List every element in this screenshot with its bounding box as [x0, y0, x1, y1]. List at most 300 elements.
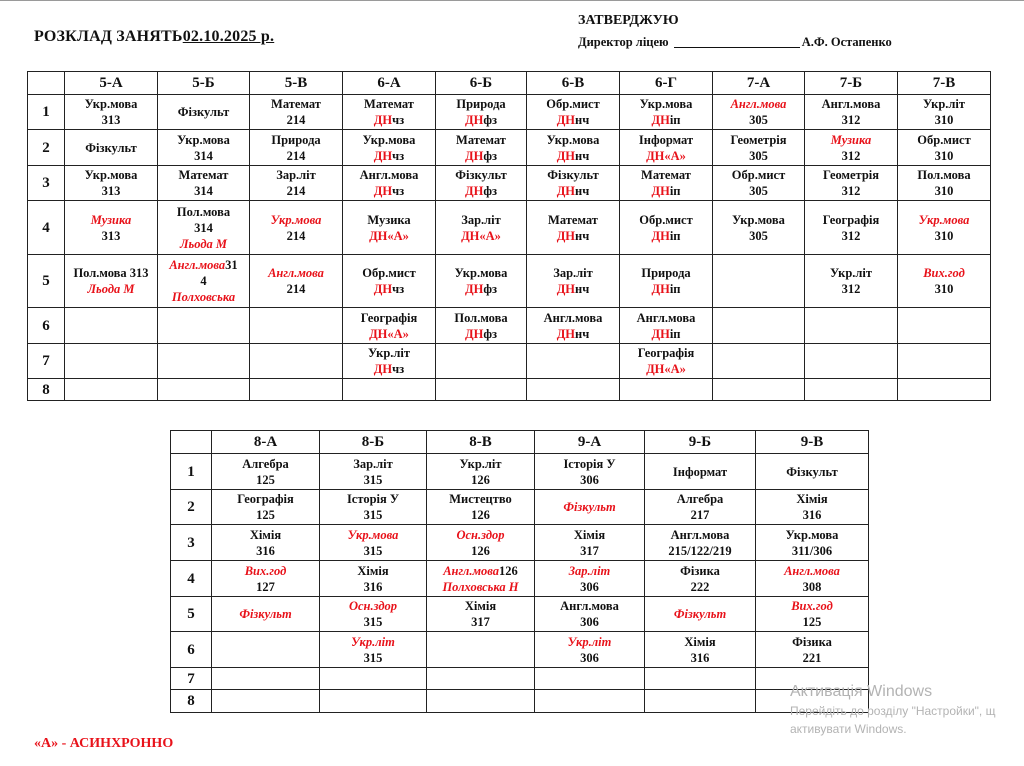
lesson-detail: 125: [256, 472, 275, 487]
lesson-text: іп: [669, 228, 681, 243]
lesson-cell: [620, 308, 713, 344]
lesson-detail: 314: [194, 220, 213, 235]
lesson-cell: [756, 454, 869, 490]
lesson-cell: [620, 201, 713, 255]
lesson-text: чз: [392, 148, 405, 163]
lesson-cell: [158, 344, 250, 379]
class-header: 7-Б: [805, 72, 898, 95]
lesson-mark: ДН: [651, 184, 670, 198]
lesson-cell: [436, 308, 527, 344]
lesson-detail: 125: [256, 508, 275, 522]
period-number: 2: [28, 130, 65, 166]
subject-name: Фізкульт: [177, 105, 230, 119]
class-header: 9-А: [535, 431, 645, 454]
title-date: 02.10.2025 р.: [182, 28, 275, 45]
lesson-detail: 214: [286, 113, 306, 127]
lesson-cell: [158, 255, 250, 308]
lesson-cell: [320, 668, 427, 690]
lesson-mark: Англ.мова: [443, 563, 500, 578]
subject-name: Географія: [237, 492, 294, 506]
lesson-detail: 214: [286, 184, 306, 198]
lesson-cell: [343, 379, 436, 401]
subject-name: Обр.мист: [917, 132, 971, 147]
lesson-cell: [158, 308, 250, 344]
legend-note: «А» - АСИНХРОННО: [34, 736, 174, 751]
lesson-cell: [535, 690, 645, 713]
lesson-cell: [427, 690, 535, 713]
lesson-mark: ДН: [556, 148, 576, 163]
period-number: 1: [171, 454, 212, 490]
lesson-cell: [535, 561, 645, 597]
subject-name: Фізкульт: [786, 464, 838, 479]
lesson-cell: [756, 632, 869, 668]
lesson-cell: [436, 344, 527, 379]
class-header: 8-А: [212, 431, 320, 454]
lesson-cell: [212, 561, 320, 597]
subject-name: Укр.літ: [459, 456, 502, 471]
windows-activation-watermark: [790, 682, 995, 738]
lesson-detail: 125: [802, 615, 822, 629]
subject-name: Фізкульт: [563, 500, 616, 514]
lesson-cell: [535, 668, 645, 690]
lesson-detail: 305: [749, 148, 768, 163]
subject-name: Фізкульт: [455, 168, 507, 182]
lesson-cell: [527, 344, 620, 379]
lesson-mark: ДН: [556, 282, 576, 296]
lesson-line: [427, 563, 534, 579]
lesson-cell: [645, 668, 756, 690]
class-header: 7-В: [898, 72, 991, 95]
lesson-text: іп: [669, 282, 681, 296]
period-number: 7: [171, 668, 212, 690]
lesson-cell: [645, 561, 756, 597]
class-header: 7-А: [713, 72, 805, 95]
lesson-detail: 312: [841, 282, 861, 296]
lesson-cell: [713, 379, 805, 401]
period-number: 3: [171, 525, 212, 561]
lesson-detail: 315: [363, 615, 383, 629]
lesson-cell: [805, 130, 898, 166]
lesson-mark: ДН: [373, 362, 393, 376]
lesson-detail: 4: [200, 274, 207, 288]
lesson-cell: [620, 344, 713, 379]
lesson-cell: [713, 255, 805, 308]
lesson-mark: ДН: [556, 113, 576, 127]
lesson-text: фз: [483, 148, 497, 163]
lesson-cell: [343, 308, 436, 344]
lesson-text: нч: [575, 282, 590, 296]
subject-name: Геометрія: [822, 168, 880, 182]
subject-name: Хімія: [684, 634, 716, 649]
subject-name: Історія У: [346, 492, 400, 506]
lesson-mark: ДН: [373, 282, 393, 296]
lesson-cell: [320, 525, 427, 561]
lesson-cell: [620, 130, 713, 166]
lesson-cell: [158, 95, 250, 130]
subject-name: Фізика: [680, 563, 720, 578]
lesson-cell: [713, 201, 805, 255]
period-row: [171, 668, 869, 690]
approval-title: ЗАТВЕРДЖУЮ: [578, 13, 679, 28]
subject-name: Інформат: [638, 132, 694, 147]
lesson-cell: [645, 490, 756, 525]
subject-name: Хімія: [796, 492, 828, 506]
lesson-cell: [320, 597, 427, 632]
lesson-detail: 314: [194, 184, 213, 198]
lesson-text: 31: [225, 258, 238, 272]
period-number: 2: [171, 490, 212, 525]
lesson-line: [343, 148, 435, 164]
lesson-cell: [250, 255, 343, 308]
subject-name: Укр.мова: [639, 97, 693, 111]
lesson-cell: [65, 344, 158, 379]
subject-name: Обр.мист: [362, 266, 416, 280]
lesson-cell: [212, 525, 320, 561]
lesson-detail: 215/122/219: [668, 543, 732, 558]
lesson-cell: [805, 255, 898, 308]
subject-name: Хімія: [464, 599, 497, 613]
subject-name: Укр.мова: [347, 527, 399, 542]
class-header: 9-Б: [645, 431, 756, 454]
subject-name: Фізкульт: [547, 168, 599, 182]
lesson-cell: [427, 632, 535, 668]
lesson-detail: 126: [471, 508, 490, 522]
period-number: 5: [171, 597, 212, 632]
lesson-detail: 127: [256, 579, 275, 594]
lesson-detail: Полховська Н: [442, 579, 519, 594]
lesson-cell: [212, 597, 320, 632]
subject-name: Англ.мова: [543, 310, 603, 325]
period-row: [171, 690, 869, 713]
lesson-text: нч: [575, 184, 590, 198]
lesson-detail: 316: [802, 508, 822, 522]
subject-name: Англ.мова: [636, 310, 696, 325]
lesson-detail: 312: [841, 148, 861, 163]
subject-name: Зар.літ: [461, 212, 501, 227]
lesson-cell: [527, 201, 620, 255]
lesson-cell: [250, 130, 343, 166]
lesson-cell: [535, 454, 645, 490]
lesson-cell: [645, 597, 756, 632]
lesson-detail: Полховська: [171, 290, 236, 304]
lesson-detail: ДН«А»: [369, 326, 409, 341]
lesson-mark: ДН: [465, 148, 484, 163]
lesson-detail: 313: [101, 113, 121, 127]
lesson-cell: [65, 95, 158, 130]
lesson-detail: 306: [580, 615, 599, 629]
lesson-cell: [320, 454, 427, 490]
lesson-line: [436, 326, 526, 342]
subject-name: Англ.мова: [560, 599, 619, 613]
lesson-cell: [535, 525, 645, 561]
subject-name: Математ: [271, 97, 321, 111]
lesson-cell: [436, 379, 527, 401]
lesson-cell: [645, 690, 756, 713]
lesson-detail: 315: [363, 508, 383, 522]
lesson-cell: [343, 344, 436, 379]
lesson-detail: 310: [934, 228, 954, 243]
subject-name: Англ.мова: [670, 527, 730, 542]
lesson-line: [436, 281, 526, 297]
subject-name: Алгебра: [242, 456, 289, 471]
lesson-cell: [898, 255, 991, 308]
period-row: [171, 525, 869, 561]
subject-name: Укр.літ: [829, 266, 873, 280]
period-row: [28, 344, 991, 379]
lesson-cell: [212, 454, 320, 490]
subject-name: Вих.год: [244, 563, 287, 578]
lesson-cell: [756, 525, 869, 561]
subject-name: Укр.мова: [454, 266, 508, 280]
lesson-detail: 308: [802, 579, 822, 594]
subject-name: Пол.мова 313: [73, 266, 149, 280]
lesson-mark: ДН: [556, 228, 576, 243]
subject-name: Обр.мист: [731, 168, 786, 182]
subject-name: Укр.мова: [270, 212, 322, 227]
class-header: 5-А: [65, 72, 158, 95]
subject-name: Природа: [271, 132, 321, 147]
lesson-cell: [212, 668, 320, 690]
period-row: [28, 95, 991, 130]
lesson-cell: [250, 166, 343, 201]
lesson-detail: 314: [194, 148, 213, 163]
lesson-detail: 315: [363, 650, 383, 665]
lesson-cell: [320, 632, 427, 668]
lesson-cell: [158, 166, 250, 201]
lesson-cell: [645, 632, 756, 668]
lesson-detail: 221: [802, 650, 822, 665]
subject-name: Укр.мова: [84, 97, 138, 111]
class-header: 8-Б: [320, 431, 427, 454]
subject-name: Укр.літ: [922, 97, 966, 111]
subject-name: Музика: [367, 212, 411, 227]
period-row: [171, 632, 869, 668]
period-number: 5: [28, 255, 65, 308]
lesson-line: [527, 148, 619, 164]
lesson-cell: [527, 308, 620, 344]
lesson-cell: [65, 201, 158, 255]
subject-name: Природа: [456, 97, 506, 111]
subject-name: Укр.літ: [567, 634, 612, 649]
subject-name: Історія У: [563, 456, 616, 471]
lesson-detail: ДН«А»: [461, 228, 501, 243]
lesson-mark: ДН: [465, 184, 484, 198]
subject-name: Зар.літ: [568, 563, 611, 578]
subject-name: Мистецтво: [449, 492, 512, 506]
lesson-detail: 316: [256, 543, 275, 558]
lesson-cell: [527, 95, 620, 130]
subject-name: Географія: [822, 212, 880, 227]
subject-name: Укр.мова: [84, 168, 138, 182]
lesson-cell: [343, 255, 436, 308]
lesson-text: фз: [483, 184, 497, 198]
subject-name: Музика: [90, 212, 132, 227]
lesson-cell: [158, 130, 250, 166]
lesson-cell: [343, 201, 436, 255]
lesson-detail: 317: [580, 543, 599, 558]
lesson-cell: [436, 95, 527, 130]
subject-name: Укр.літ: [367, 346, 411, 360]
lesson-detail: 126: [471, 543, 490, 558]
subject-name: Пол.мова: [176, 204, 231, 219]
lesson-cell: [436, 255, 527, 308]
lesson-cell: [527, 166, 620, 201]
lesson-text: нч: [575, 148, 590, 163]
period-number: 7: [28, 344, 65, 379]
lesson-detail: ДН«А»: [646, 362, 686, 376]
lesson-detail: 305: [749, 113, 768, 127]
lesson-cell: [805, 344, 898, 379]
period-row: [28, 166, 991, 201]
lesson-cell: [158, 379, 250, 401]
lesson-cell: [620, 379, 713, 401]
lesson-cell: [756, 597, 869, 632]
lesson-cell: [898, 130, 991, 166]
lesson-cell: [427, 490, 535, 525]
subject-name: Алгебра: [676, 492, 724, 506]
lesson-detail: 306: [580, 650, 599, 665]
period-row: [171, 561, 869, 597]
lesson-detail: 214: [286, 148, 306, 163]
lesson-detail: 315: [363, 543, 383, 558]
lesson-cell: [898, 201, 991, 255]
class-header: 6-Б: [436, 72, 527, 95]
lesson-cell: [805, 95, 898, 130]
lesson-detail: 126: [471, 472, 490, 487]
lesson-cell: [898, 166, 991, 201]
lesson-detail: 306: [580, 472, 599, 487]
period-row: [28, 255, 991, 308]
lesson-line: [343, 183, 435, 199]
lesson-detail: 222: [690, 579, 710, 594]
watermark-title: Активація Windows: [790, 683, 933, 700]
subject-name: Укр.мова: [546, 132, 600, 147]
lesson-text: нч: [575, 326, 590, 341]
subject-name: Укр.мова: [732, 212, 785, 227]
lesson-cell: [427, 525, 535, 561]
lesson-cell: [756, 490, 869, 525]
lesson-detail: 214: [286, 228, 306, 243]
lesson-line: [527, 326, 619, 342]
lesson-line: [158, 257, 249, 273]
lesson-mark: ДН: [465, 113, 484, 127]
period-row: [171, 597, 869, 632]
lesson-line: [436, 112, 526, 128]
subject-name: Англ.мова: [821, 97, 881, 111]
lesson-text: іп: [669, 184, 681, 198]
lesson-mark: ДН: [465, 326, 484, 341]
subject-name: Географія: [637, 346, 695, 360]
lesson-detail: Льода М: [179, 236, 228, 251]
lesson-line: [620, 281, 712, 297]
lesson-cell: [527, 255, 620, 308]
lesson-cell: [805, 201, 898, 255]
watermark-line: активувати Windows.: [790, 722, 907, 736]
subject-name: Хімія: [573, 527, 606, 542]
lesson-cell: [527, 130, 620, 166]
lesson-cell: [343, 166, 436, 201]
lesson-mark: ДН: [556, 326, 576, 341]
lesson-cell: [898, 344, 991, 379]
subject-name: Фізкульт: [85, 140, 137, 155]
lesson-detail: 313: [101, 228, 121, 243]
subject-name: Зар.літ: [353, 456, 393, 471]
lesson-mark: ДН: [651, 282, 670, 296]
class-header: 6-Г: [620, 72, 713, 95]
subject-name: Математ: [456, 132, 506, 147]
lesson-cell: [65, 166, 158, 201]
lesson-line: [436, 148, 526, 164]
title-text: РОЗКЛАД ЗАНЯТЬ: [34, 28, 183, 45]
lesson-mark: ДН: [651, 113, 670, 127]
approval-signature-line: [578, 35, 892, 50]
lesson-text: чз: [392, 282, 405, 296]
lesson-cell: [427, 597, 535, 632]
lesson-cell: [620, 166, 713, 201]
lesson-text: фз: [483, 113, 497, 127]
lesson-text: чз: [392, 113, 405, 127]
lesson-detail: 312: [841, 228, 861, 243]
lesson-cell: [535, 632, 645, 668]
period-number: 8: [171, 690, 212, 713]
schedule-table-grades-8-9: [170, 430, 869, 713]
period-number: 8: [28, 379, 65, 401]
lesson-text: чз: [392, 362, 405, 376]
lesson-cell: [250, 308, 343, 344]
lesson-line: [527, 281, 619, 297]
lesson-cell: [645, 525, 756, 561]
lesson-cell: [212, 632, 320, 668]
class-header: 6-А: [343, 72, 436, 95]
class-header: 5-Б: [158, 72, 250, 95]
lesson-line: [620, 112, 712, 128]
lesson-line: [620, 326, 712, 342]
period-row: [171, 490, 869, 525]
lesson-cell: [343, 95, 436, 130]
period-number: 6: [28, 308, 65, 344]
lesson-cell: [620, 255, 713, 308]
lesson-line: [527, 228, 619, 244]
period-number: 4: [28, 201, 65, 255]
lesson-detail: 305: [749, 184, 768, 198]
subject-name: Музика: [830, 132, 872, 147]
lesson-cell: [158, 201, 250, 255]
period-row: [28, 130, 991, 166]
lesson-detail: 310: [934, 113, 954, 127]
lesson-text: чз: [392, 184, 405, 198]
director-name: А.Ф. Остапенко: [801, 35, 892, 49]
signature-blank: [674, 47, 800, 48]
lesson-mark: ДН: [556, 184, 576, 198]
period-number: 1: [28, 95, 65, 130]
lesson-cell: [898, 95, 991, 130]
class-header: 6-В: [527, 72, 620, 95]
lesson-text: нч: [575, 228, 590, 243]
lesson-cell: [805, 166, 898, 201]
subject-name: Хімія: [249, 527, 282, 542]
corner-cell: [28, 72, 65, 95]
lesson-text: 126: [499, 563, 518, 578]
lesson-cell: [65, 379, 158, 401]
lesson-detail: 315: [363, 472, 383, 487]
lesson-cell: [343, 130, 436, 166]
subject-name: Природа: [641, 266, 691, 280]
subject-name: Фізкульт: [239, 607, 292, 621]
lesson-cell: [250, 379, 343, 401]
subject-name: Математ: [178, 168, 229, 182]
period-row: [28, 201, 991, 255]
subject-name: Обр.мист: [639, 212, 693, 227]
